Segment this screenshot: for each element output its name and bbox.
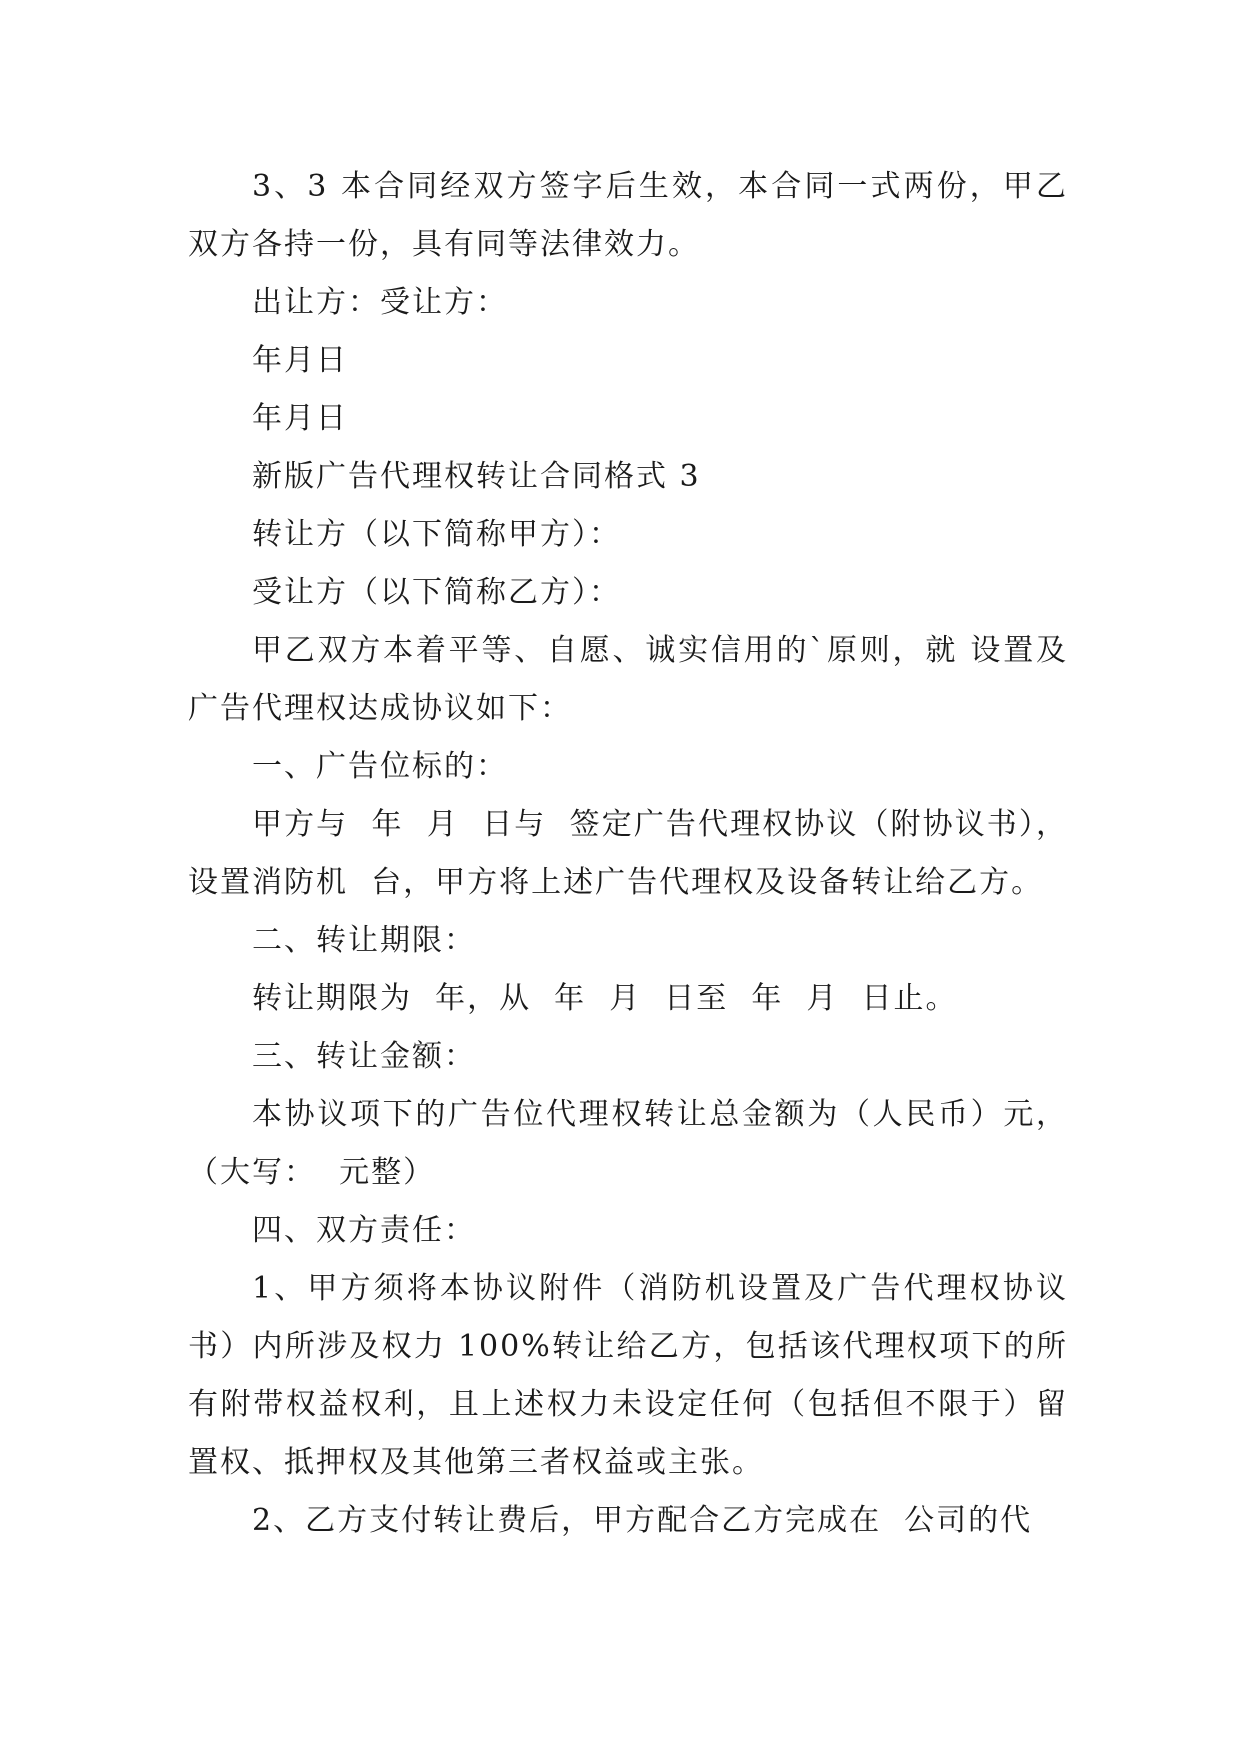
paragraph: 2、乙方支付转让费后，甲方配合乙方完成在 公司的代 xyxy=(252,1503,1033,1538)
paragraph: 1、甲方须将本协议附件（消防机设置及广告代理权协议书）内所涉及权力 100%转让给乙方，包括该代理权项下的所有附带权益权利，且上述权力未设定任何（包括但不限于）留置权、抵押权及其他第三者权益或主张。 xyxy=(188,1271,1068,1480)
paragraph: 年月日 xyxy=(252,401,348,436)
section-heading: 四、双方责任： xyxy=(252,1213,476,1248)
paragraph: 受让方（以下简称乙方）： xyxy=(252,575,621,610)
document-body xyxy=(188,158,1068,1550)
section-heading: 一、广告位标的： xyxy=(252,749,508,784)
section-heading: 二、转让期限： xyxy=(252,923,476,958)
paragraph: 出让方：受让方： xyxy=(252,285,508,320)
paragraph: 甲方与 年 月 日与 签定广告代理权协议（附协议书），设置消防机 台，甲方将上述广告代理权及设备转让给乙方。 xyxy=(188,807,1068,900)
paragraph: 本协议项下的广告位代理权转让总金额为（人民币）元，（大写： 元整） xyxy=(188,1097,1068,1190)
section-heading: 三、转让金额： xyxy=(252,1039,476,1074)
paragraph: 甲乙双方本着平等、自愿、诚实信用的`原则，就 设置及广告代理权达成协议如下： xyxy=(188,633,1068,726)
paragraph: 转让方（以下简称甲方）： xyxy=(252,517,621,552)
section-title: 新版广告代理权转让合同格式 3 xyxy=(252,459,701,494)
paragraph: 年月日 xyxy=(252,343,348,378)
paragraph: 转让期限为 年，从 年 月 日至 年 月 日止。 xyxy=(252,981,958,1016)
paragraph: 3、3 本合同经双方签字后生效，本合同一式两份，甲乙双方各持一份，具有同等法律效力。 xyxy=(188,169,1068,262)
